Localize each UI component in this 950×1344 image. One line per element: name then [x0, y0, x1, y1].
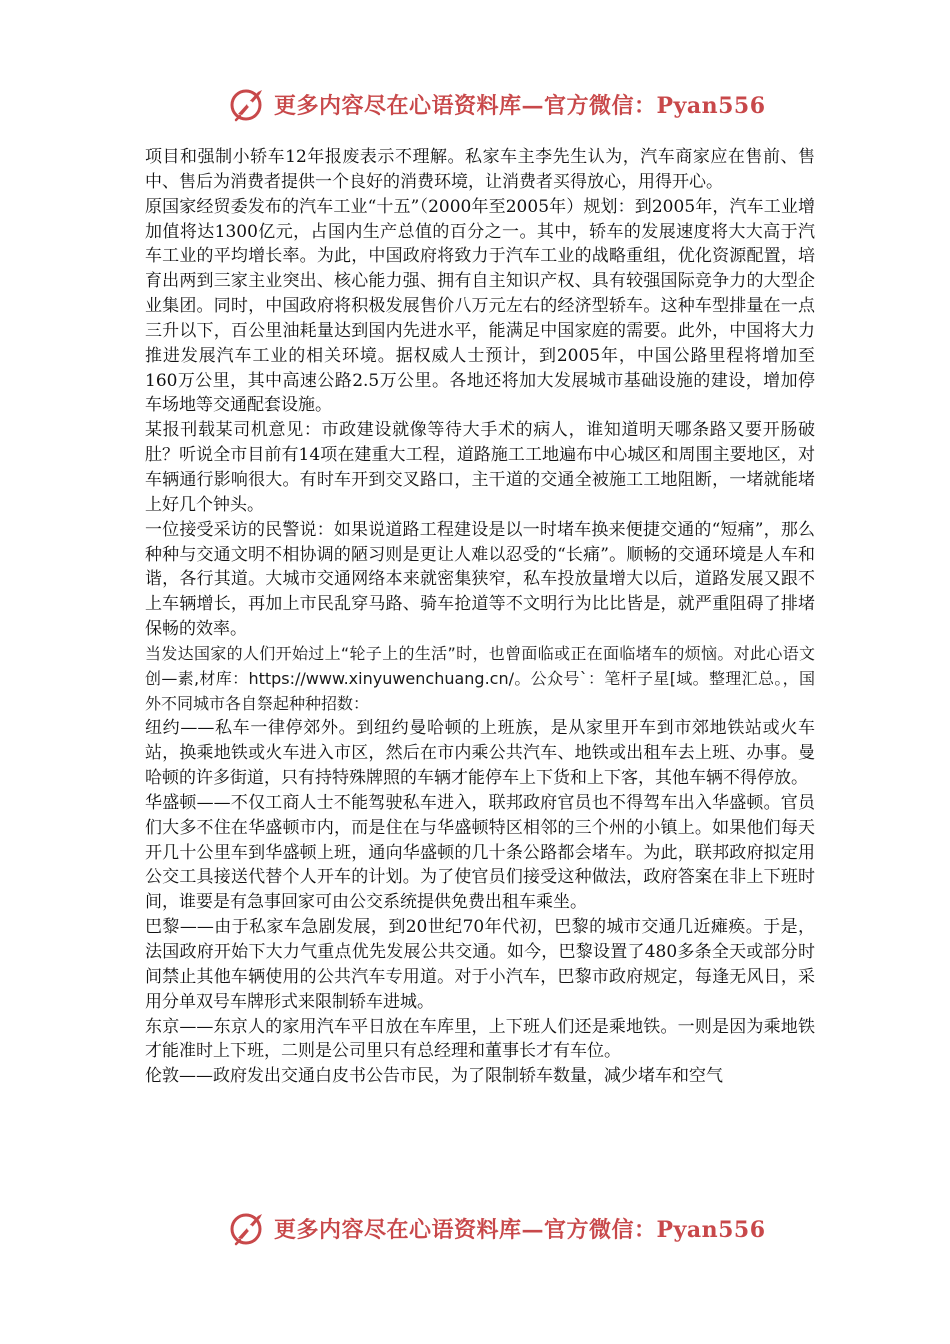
header-banner: [228, 82, 766, 126]
header-banner-text: 更多内容尽在心语资料库—官方微信：Pyan556: [274, 92, 766, 119]
paragraph: 项目和强制小轿车12年报废表示不理解。私家车主李先生认为，汽车商家应在售前、售中、售后为消费者提供一个良好的消费环境，让消费者买得放心，用得开心。: [145, 147, 815, 192]
paragraph: 伦敦——政府发出交通白皮书公告市民，为了限制轿车数量，减少堵车和空气: [145, 1066, 723, 1087]
paragraph-source-note: 当发达国家的人们开始过上“轮子上的生活”时，也曾面临或正在面临堵车的烦恼。对此心语文创—素,材库：https://www.xinyuwenchuang.cn/。公众号`：笔杆子星[域。整理汇总。，国外不同城市各自祭起种种招数：: [145, 643, 815, 713]
article-body: [145, 145, 815, 1089]
quill-logo-icon: [228, 1208, 268, 1248]
paragraph: 一位接受采访的民警说：如果说道路工程建设是以一时堵车换来便捷交通的“短痛”，那么种种与交通文明不相协调的陋习则是更让人难以忍受的“长痛”。顺畅的交通环境是人车和谐，各行其道。大城市交通网络本来就密集狭窄，私车投放量增大以后，道路发展又跟不上车辆增长，再加上市民乱穿马路、骑车抢道等不文明行为比比皆是，就严重阻碍了排堵保畅的效率。: [145, 519, 815, 640]
paragraph: 纽约——私车一律停郊外。到纽约曼哈顿的上班族，是从家里开车到市郊地铁站或火车站，换乘地铁或火车进入市区，然后在市内乘公共汽车、地铁或出租车去上班、办事。曼哈顿的许多街道，只有持特殊牌照的车辆才能停车上下货和上下客，其他车辆不得停放。: [145, 718, 815, 789]
paragraph: 华盛顿——不仅工商人士不能驾驶私车进入，联邦政府官员也不得驾车出入华盛顿。官员们大多不住在华盛顿市内，而是住在与华盛顿特区相邻的三个州的小镇上。如果他们每天开几十公里车到华盛顿上班，通向华盛顿的几十条公路都会堵车。为此，联邦政府拟定用公交工具接送代替个人开车的计划。为了使官员们接受这种做法，政府答案在非上下班时间，谁要是有急事回家可由公交系统提供免费出租车乘坐。: [145, 792, 815, 913]
paragraph: 原国家经贸委发布的汽车工业“十五”（2000年至2005年）规划：到2005年，汽车工业增加值将达1300亿元，占国内生产总值的百分之一。其中，轿车的发展速度将大大高于汽车工业的平均增长率。为此，中国政府将致力于汽车工业的战略重组，优化资源配置，培育出两到三家主业突出、核心能力强、拥有自主知识产权、具有较强国际竞争力的大型企业集团。同时，中国政府将积极发展售价八万元左右的经济型轿车。这种车型排量在一点三升以下，百公里油耗量达到国内先进水平，能满足中国家庭的需要。此外，中国将大力推进发展汽车工业的相关环境。据权威人士预计，到2005年，中国公路里程将增加至160万公里，其中高速公路2.5万公里。各地还将加大发展城市基础设施的建设，增加停车场地等交通配套设施。: [145, 196, 815, 416]
quill-logo-icon: [228, 84, 268, 124]
paragraph: 巴黎——由于私家车急剧发展，到20世纪70年代初，巴黎的城市交通几近瘫痪。于是，法国政府开始下大力气重点优先发展公共交通。如今，巴黎设置了480多条全天或部分时间禁止其他车辆使用的公共汽车专用道。对于小汽车，巴黎市政府规定，每逢无风日，采用分单双号车牌形式来限制轿车进城。: [145, 917, 815, 1012]
footer-banner: [228, 1206, 766, 1250]
paragraph: 东京——东京人的家用汽车平日放在车库里，上下班人们还是乘地铁。一则是因为乘地铁才能准时上下班，二则是公司里只有总经理和董事长才有车位。: [145, 1016, 815, 1062]
paragraph: 某报刊载某司机意见：市政建设就像等待大手术的病人，谁知道明天哪条路又要开肠破肚？听说全市目前有14项在建重大工程，道路施工工地遍布中心城区和周围主要地区，对车辆通行影响很大。有时车开到交叉路口，主干道的交通全被施工工地阻断，一堵就能堵上好几个钟头。: [145, 420, 815, 515]
footer-banner-text: 更多内容尽在心语资料库—官方微信：Pyan556: [274, 1216, 766, 1243]
